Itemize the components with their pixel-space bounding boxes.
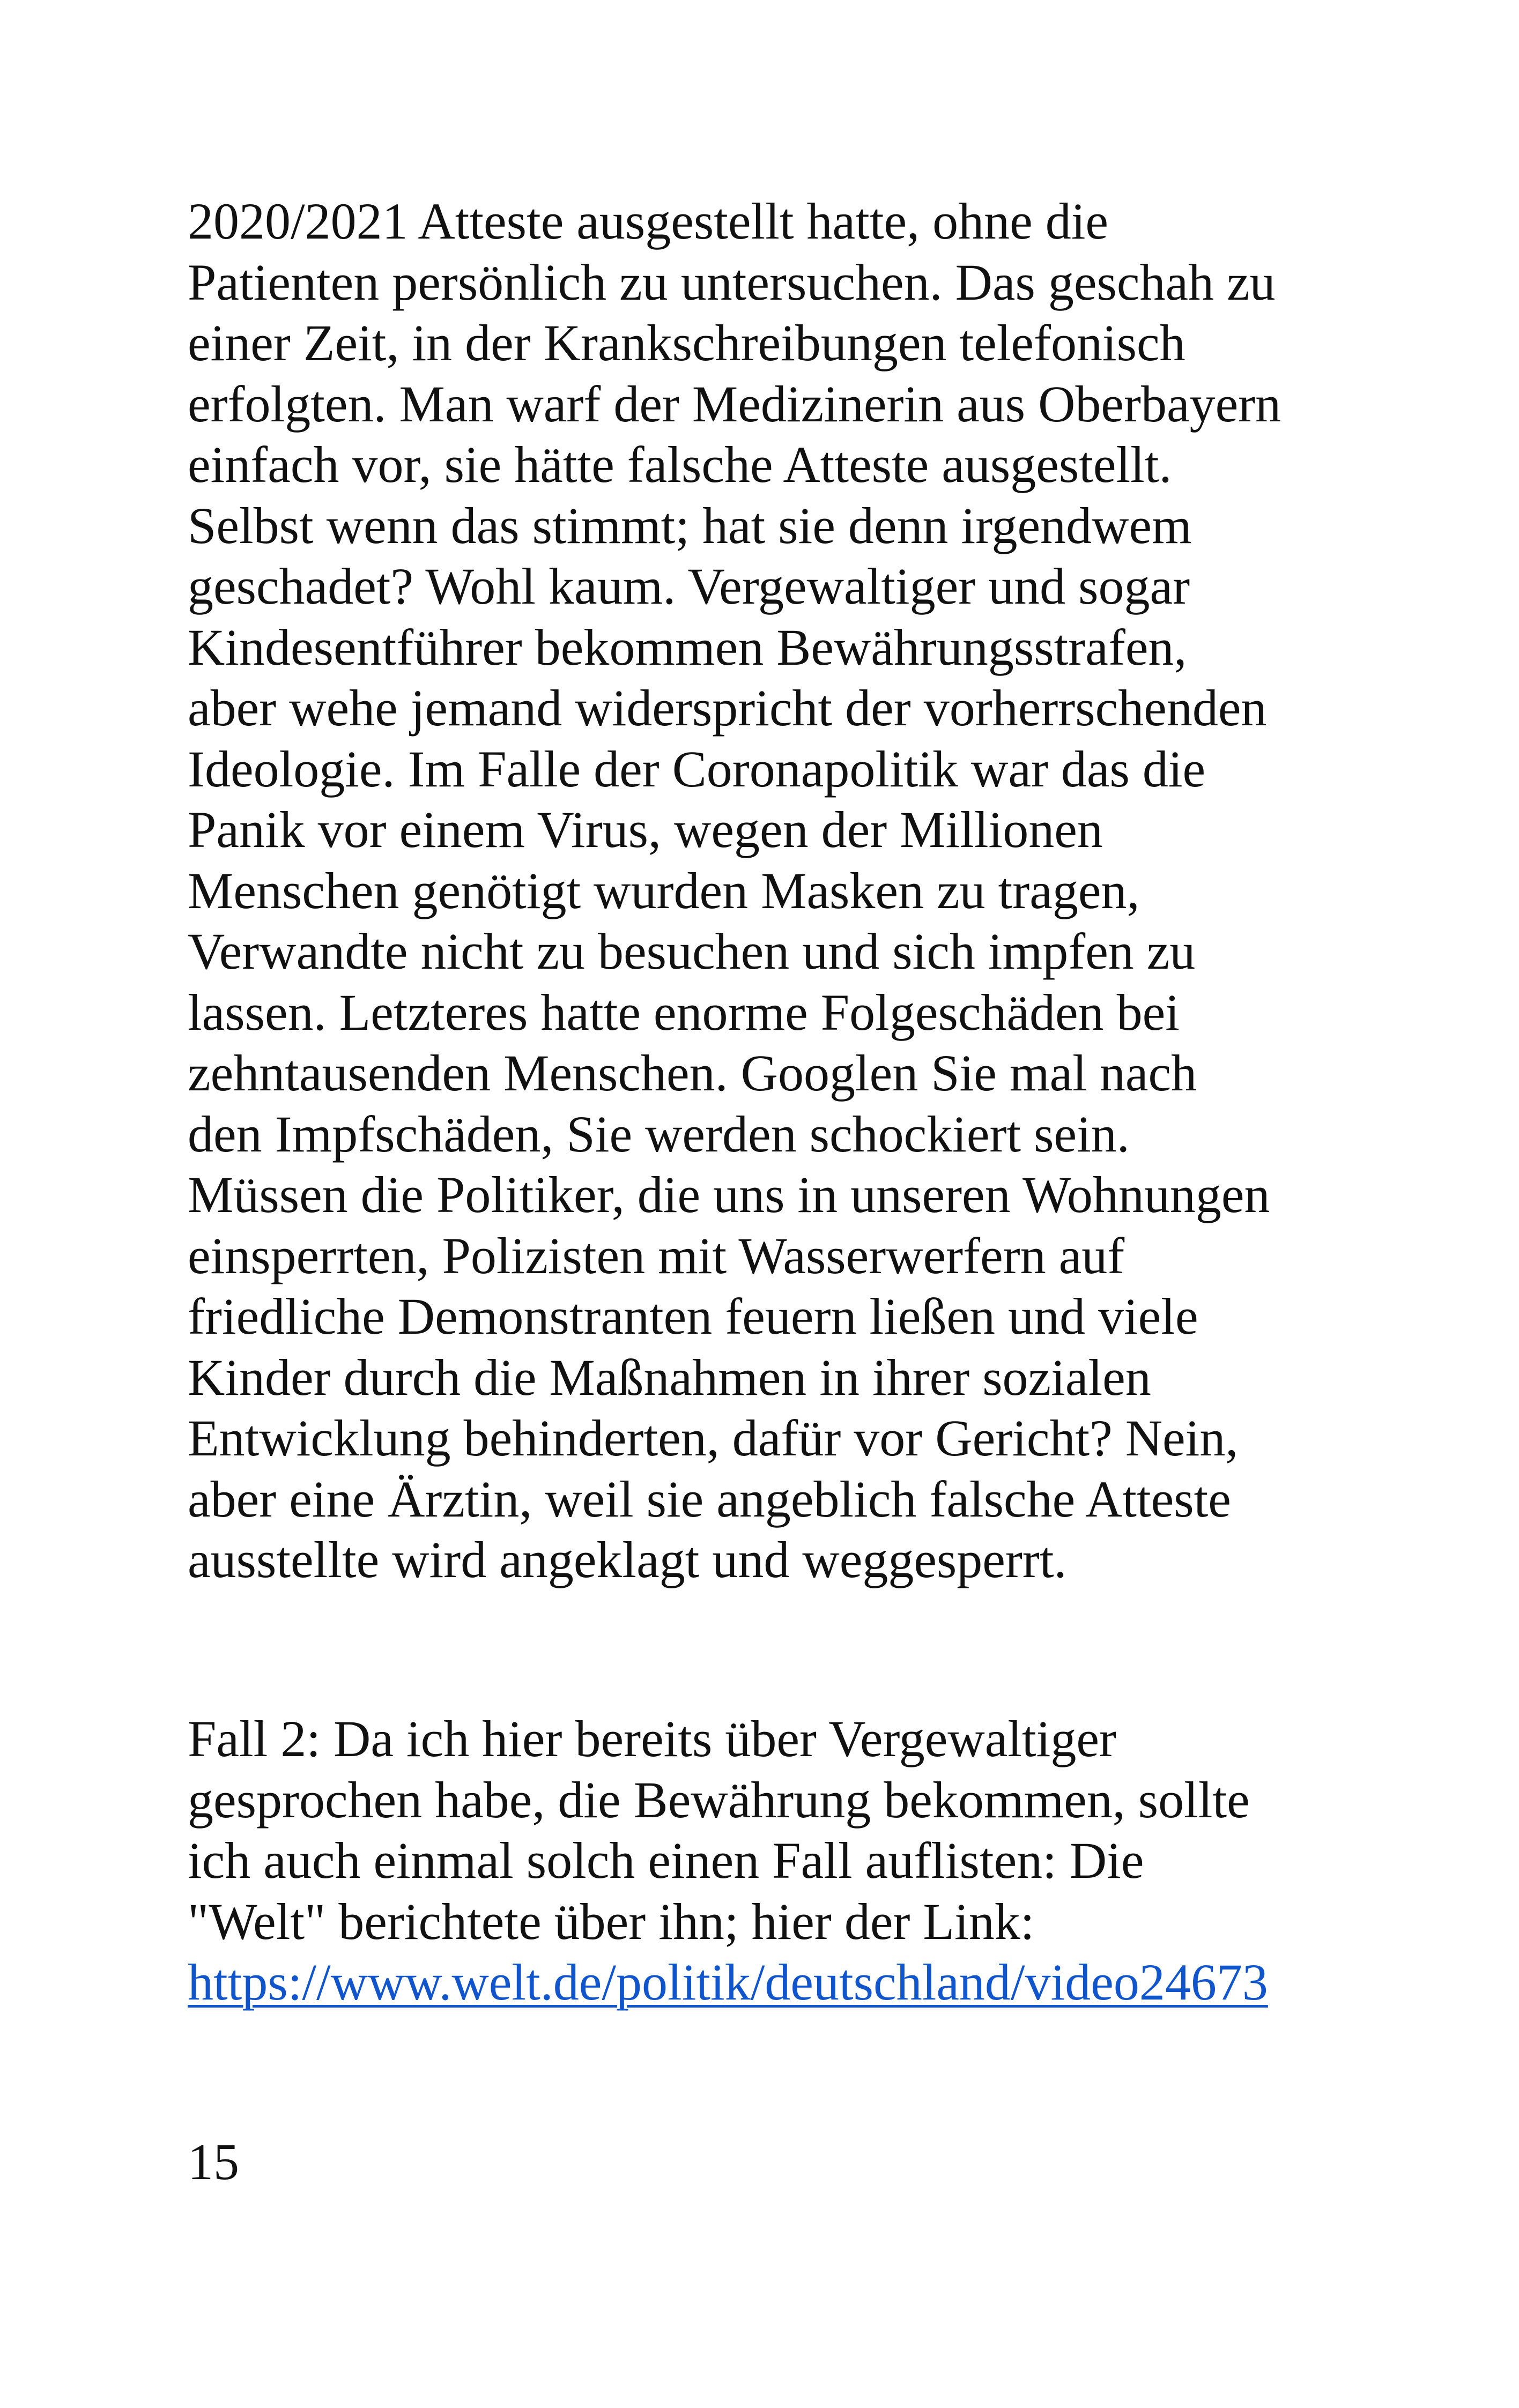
paragraph-2: [188, 1708, 1367, 2013]
paragraph-line: ausstellte wird angeklagt und weggesperrt.: [188, 1531, 1067, 1588]
page-number: 15: [188, 2133, 239, 2190]
paragraph-line: Kinder durch die Maßnahmen in ihrer sozialen: [188, 1348, 1151, 1406]
paragraph-line: Panik vor einem Virus, wegen der Millionen: [188, 801, 1103, 858]
paragraph-line: Kindesentführer bekommen Bewährungsstrafen,: [188, 618, 1187, 676]
paragraph-line: Fall 2: Da ich hier bereits über Vergewaltiger: [188, 1710, 1116, 1767]
welt-video-link[interactable]: https://www.welt.de/politik/deutschland/video24673: [188, 1953, 1268, 2011]
paragraph-line: einer Zeit, in der Krankschreibungen telefonisch: [188, 314, 1185, 371]
paragraph-line: Selbst wenn das stimmt; hat sie denn irgendwem: [188, 496, 1192, 554]
paragraph-line: geschadet? Wohl kaum. Vergewaltiger und sogar: [188, 558, 1190, 615]
paragraph-line: ich auch einmal solch einen Fall auflisten: Die: [188, 1832, 1144, 1889]
paragraph-line: lassen. Letzteres hatte enorme Folgeschäden bei: [188, 983, 1180, 1041]
paragraph-line: "Welt" berichtete über ihn; hier der Link:: [188, 1892, 1035, 1950]
paragraph-line: Menschen genötigt wurden Masken zu tragen,: [188, 861, 1140, 919]
paragraph-line: gesprochen habe, die Bewährung bekommen, sollte: [188, 1771, 1250, 1829]
paragraph-line: Ideologie. Im Falle der Coronapolitik war das die: [188, 740, 1206, 798]
paragraph-line: Müssen die Politiker, die uns in unseren Wohnungen: [188, 1166, 1270, 1223]
paragraph-line: einfach vor, sie hätte falsche Atteste ausgestellt.: [188, 436, 1172, 493]
paragraph-line: Verwandte nicht zu besuchen und sich impfen zu: [188, 923, 1196, 980]
paragraph-line: Patienten persönlich zu untersuchen. Das geschah zu: [188, 253, 1276, 311]
paragraph-line: aber wehe jemand widerspricht der vorherrschenden: [188, 679, 1267, 737]
paragraph-line: Entwicklung behinderten, dafür vor Gericht? Nein,: [188, 1409, 1239, 1467]
paragraph-1: [188, 191, 1367, 1591]
paragraph-line: erfolgten. Man warf der Medizinerin aus Oberbayern: [188, 375, 1281, 433]
paragraph-line: einsperrten, Polizisten mit Wasserwerfern auf: [188, 1227, 1125, 1284]
paragraph-line: aber eine Ärztin, weil sie angeblich falsche Atteste: [188, 1470, 1231, 1528]
paragraph-line: den Impfschäden, Sie werden schockiert sein.: [188, 1105, 1130, 1163]
paragraph-line: zehntausenden Menschen. Googlen Sie mal nach: [188, 1044, 1197, 1102]
paragraph-line: 2020/2021 Atteste ausgestellt hatte, ohne die: [188, 192, 1108, 250]
paragraph-line: friedliche Demonstranten feuern ließen und viele: [188, 1288, 1198, 1345]
